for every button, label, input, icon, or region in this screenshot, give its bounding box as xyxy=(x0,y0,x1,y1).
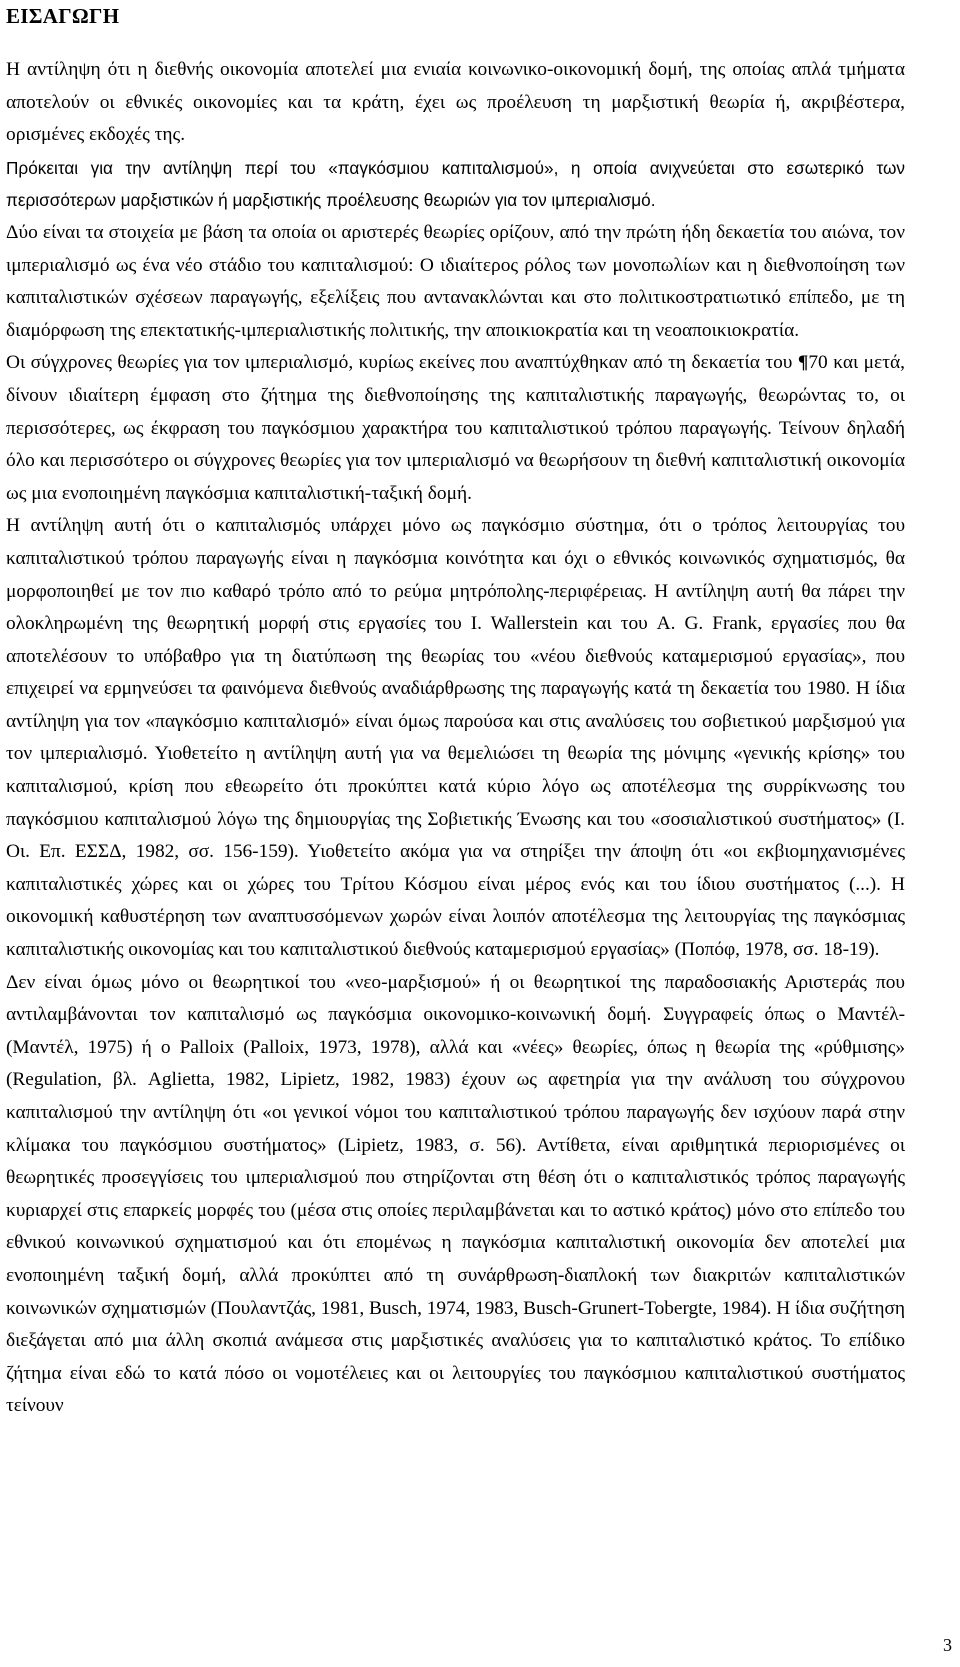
paragraph-intro: Η αντίληψη ότι η διεθνής οικονομία αποτελεί μια ενιαία κοινωνικο-οικονομική δομή, της οποίας απλά τμήματα αποτελούν οι εθνικές οικονομίες και τα κράτη, έχει ως προέλευση τη μαρξιστική θεωρία ή, ακριβέστερα, ορισμένες εκδοχές της. xyxy=(6,59,905,146)
section-heading: ΕΙΣΑΓΩΓΗ xyxy=(6,4,120,28)
document-page xyxy=(6,0,905,1423)
paragraph-contemporary-theories-end: 70 και μετά, δίνουν ιδιαίτερη έμφαση στο ζήτημα της διεθνοποίησης της καπιταλιστικής παραγωγής, θεωρώντας το, οι περισσότερες, ως έκφραση του παγκόσμιου χαρακτήρα του καπιταλιστικού τρόπου παραγωγής. Τείνουν δηλαδή όλο και περισσότερο οι σύγχρονες θεωρίες για τον ιμπεριαλισμό να θεωρήσουν τη διεθνή καπιταλιστική οικονομία ως μια ενοποιημένη παγκόσμια καπιταλιστική-ταξική δομή. xyxy=(6,352,905,504)
paragraph-global-capitalism: Πρόκειται για την αντίληψη περί του «παγκόσμιου καπιταλισμού», η οποία ανιχνεύεται στο εσωτερικό των περισσότερων μαρξιστικών ή μαρξιστικής προέλευσης θεωριών για τον ιμπεριαλισμό. xyxy=(6,157,905,211)
paragraph-contemporary-theories-start: Οι σύγχρονες θεωρίες για τον ιμπεριαλισμό, κυρίως εκείνες που αναπτύχθηκαν από τη δεκαετία του xyxy=(6,352,798,374)
paragraph-world-system: Η αντίληψη αυτή ότι ο καπιταλισμός υπάρχει μόνο ως παγκόσμιο σύστημα, ότι ο τρόπος λειτουργίας του καπιταλιστικού τρόπου παραγωγής είναι η παγκόσμια κοινότητα και όχι ο εθνικός κοινωνικός σχηματισμός, θα μορφοποιηθεί με τον πιο καθαρό τρόπο από το ρεύμα μητρόπολης-περιφέρειας. Η αντίληψη αυτή θα πάρει την ολοκληρωμένη της θεωρητική μορφή στις εργασίες του I. Wallerstein και του A. G. Frank, εργασίες που θα αποτελέσουν το υπόβαθρο για τη διατύπωση της θεωρίας του «νέου διεθνούς καταμερισμού εργασίας», που επιχειρεί να ερμηνεύσει τα φαινόμενα διεθνούς αναδιάρθρωσης της παραγωγής κατά τη δεκαετία του 1980. Η ίδια αντίληψη για τον «παγκόσμιο καπιταλισμό» είναι όμως παρούσα και στις αναλύσεις του σοβιετικού μαρξισμού για τον ιμπεριαλισμό. Υιοθετείτο η αντίληψη αυτή για να θεμελιώσει τη θεωρία της μόνιμης «γενικής κρίσης» του καπιταλισμού, κρίση που εθεωρείτο ότι προκύπτει κατά κύριο λόγο ως αποτέλεσμα της συρρίκνωσης του παγκόσμιου καπιταλισμού λόγω της δημιουργίας της Σοβιετικής Ένωσης και του «σοσιαλιστικού συστήματος» (Ι. Οι. Επ. ΕΣΣΔ, 1982, σσ. 156-159). Υιοθετείτο ακόμα για να στηρίξει την άποψη ότι «οι εκβιομηχανισμένες καπιταλιστικές χώρες και οι χώρες του Τρίτου Κόσμου είναι μέρος ενός και του ίδιου συστήματος (...). Η οικονομική καθυστέρηση των αναπτυσσόμενων χωρών είναι λοιπόν αποτέλεσμα της λειτουργίας της παγκόσμιας καπιταλιστικής οικονομίας και του καπιταλιστικού διεθνούς καταμερισμού εργασίας» (Ποπόφ, 1978, σσ. 18-19). xyxy=(6,515,905,961)
body-text xyxy=(6,54,905,1423)
paragraph-imperialism-elements: Δύο είναι τα στοιχεία με βάση τα οποία οι αριστερές θεωρίες ορίζουν, από την πρώτη ήδη δεκαετία του αιώνα, τον ιμπεριαλισμό ως ένα νέο στάδιο του καπιταλισμού: Ο ιδιαίτερος ρόλος των μονοπωλίων και η διεθνοποίηση των καπιταλιστικών σχέσεων παραγωγής, εξελίξεις που αντανακλώνται και στο πολιτικοστρατιωτικό επίπεδο, με τη διαμόρφωση της επεκτατικής-ιμπεριαλιστικής πολιτικής, την αποικιοκρατία και τη νεοαποικιοκρατία. xyxy=(6,221,905,341)
paragraph-neo-marxism: Δεν είναι όμως μόνο οι θεωρητικοί του «νεο-μαρξισμού» ή οι θεωρητικοί της παραδοσιακής Αριστεράς που αντιλαμβάνονται τον καπιταλισμό ως παγκόσμια οικονομικο-κοινωνική δομή. Συγγραφείς όπως ο Μαντέλ-(Μαντέλ, 1975) ή ο Palloix (Palloix, 1973, 1978), αλλά και «νέες» θεωρίες, όπως η θεωρία της «ρύθμισης» (Regulation, βλ. Aglietta, 1982, Lipietz, 1982, 1983) έχουν ως αφετηρία για την ανάλυση του σύγχρονου καπιταλισμού την αντίληψη ότι «οι γενικοί νόμοι του καπιταλιστικού τρόπου παραγωγής δεν ισχύουν παρά στην κλίμακα του παγκόσμιου συστήματος» (Lipietz, 1983, σ. 56). Αντίθετα, είναι αριθμητικά περιορισμένες οι θεωρητικές προσεγγίσεις του ιμπεριαλισμού που στηρίζονται στη θέση ότι ο καπιταλιστικός τρόπος παραγωγής κυριαρχεί στις επαρκείς μορφές του (μέσα στις οποίες περιλαμβάνεται και το αστικό κράτος) μόνο στο επίπεδο του εθνικού κοινωνικού σχηματισμού και ότι επομένως η παγκόσμια καπιταλιστική οικονομία δεν αποτελεί μια ενοποιημένη ταξική δομή, αλλά προκύπτει από τη συνάρθρωση-διαπλοκή των διακριτών καπιταλιστικών κοινωνικών σχηματισμών (Πουλαντζάς, 1981, Busch, 1974, 1983, Busch-Grunert-Tobergte, 1984). Η ίδια συζήτηση διεξάγεται από μια άλλη σκοπιά ανάμεσα στις μαρξιστικές αναλύσεις για το καπιταλιστικό κράτος. Το επίδικο ζήτημα είναι εδώ το κατά πόσο οι νομοτέλειες και οι λειτουργίες του παγκόσμιου καπιταλιστικού συστήματος τείνουν xyxy=(6,971,905,1417)
page-number: 3 xyxy=(943,1635,952,1655)
paragraph-contemporary-theories xyxy=(6,347,905,510)
paragraph-mark-icon: ¶ xyxy=(797,352,809,374)
